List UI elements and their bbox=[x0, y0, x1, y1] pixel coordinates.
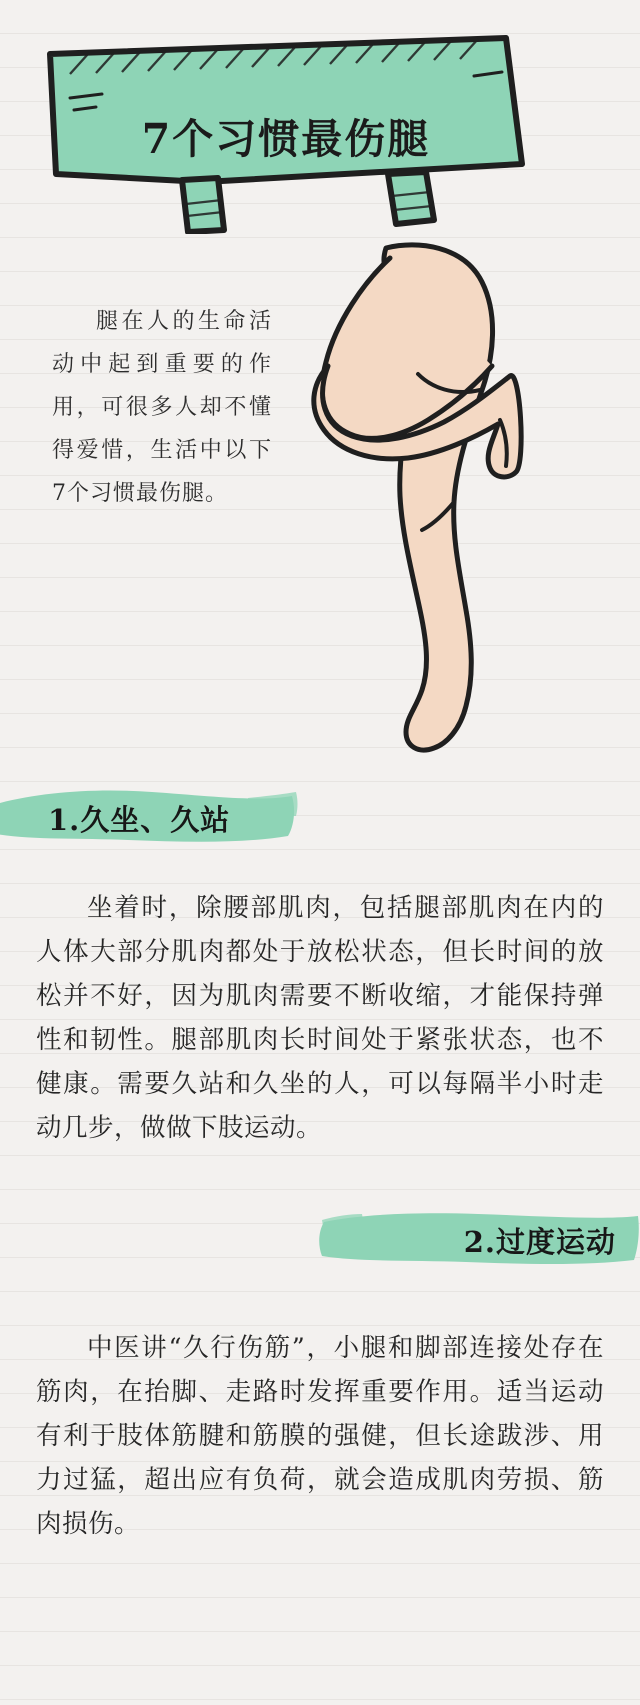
legs-illustration bbox=[268, 238, 568, 778]
section-heading-1 bbox=[0, 786, 300, 848]
page-title: 7个习惯最伤腿 bbox=[141, 115, 431, 163]
title-banner bbox=[36, 24, 536, 234]
intro-paragraph: 腿在人的生命活动中起到重要的作用，可很多人却不懂得爱惜，生活中以下7个习惯最伤腿。 bbox=[52, 309, 272, 506]
section-heading-2 bbox=[316, 1208, 640, 1270]
section-1-body: 坐着时，除腰部肌肉，包括腿部肌肉在内的人体大部分肌肉都处于放松状态，但长时间的放松并不好，因为肌肉需要不断收缩，才能保持弹性和韧性。腿部肌肉长时间处于紧张状态，也不健康。需要久站和久坐的人，可以每隔半小时走动几步，做做下肢运动。 bbox=[36, 893, 604, 1143]
section-1-title: 1.久坐、久站 bbox=[48, 803, 231, 837]
section-2-body: 中医讲“久行伤筋”，小腿和脚部连接处存在筋肉，在抬脚、走路时发挥重要作用。适当运动有利于肢体筋腱和筋膜的强健，但长途跋涉、用力过猛，超出应有负荷，就会造成肌肉劳损、筋肉损伤。 bbox=[36, 1333, 604, 1539]
section-2-title: 2.过度运动 bbox=[463, 1225, 616, 1259]
